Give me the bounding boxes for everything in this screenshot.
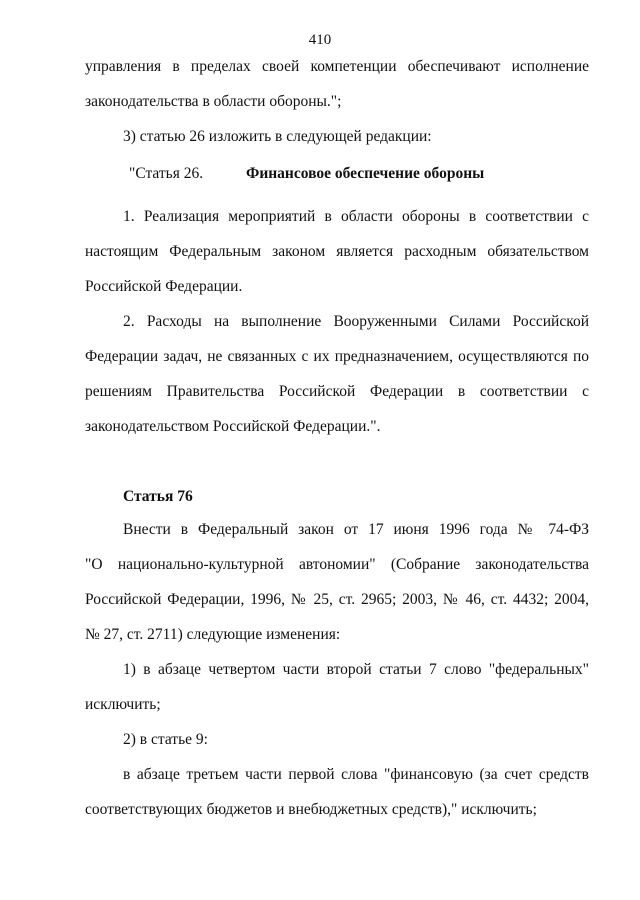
paragraph-2-line: решениям Правительства Российской Федерации в соответствии с [85,383,589,400]
article-26-label: "Статья 26. [129,165,204,182]
list-item-1-line: исключить; [85,696,161,713]
list-item-2: 2) в статье 9: [123,731,208,748]
sub-item-line: в абзаце третьем части первой слова "финансовую (за счет средств [123,766,589,783]
article-76-heading: Статья 76 [123,488,193,505]
paragraph-1-line: настоящим Федеральным законом является расходным обязательством [85,243,589,260]
paragraph-2-line: законодательством Российской Федерации.". [85,418,381,435]
list-item-1-line: 1) в абзаце четвертом части второй статьи 7 слово "федеральных" [123,661,589,678]
intro-line: "О национально-культурной автономии" (Собрание законодательства [85,556,589,573]
list-item-3: 3) статью 26 изложить в следующей редакции: [123,128,432,145]
page-number: 410 [308,32,332,48]
paragraph-1-line: 1. Реализация мероприятий в области обороны в соответствии с [123,208,589,225]
sub-item-line: соответствующих бюджетов и внебюджетных средств)," исключить; [85,801,537,818]
paragraph-2-line: 2. Расходы на выполнение Вооруженными Силами Российской [123,313,589,330]
intro-line: Российской Федерации, 1996, № 25, ст. 2965; 2003, № 46, ст. 4432; 2004, [85,591,589,608]
intro-line: № 27, ст. 2711) следующие изменения: [85,626,341,643]
article-26-heading [129,164,595,184]
paragraph-1-line: Российской Федерации. [85,278,243,295]
paragraph-2-line: Федерации задач, не связанных с их предназначением, осуществляются по [85,348,589,365]
text-line: законодательства в области обороны."; [85,93,342,110]
article-26-title: Финансовое обеспечение обороны [246,165,485,182]
text-line: управления в пределах своей компетенции обеспечивают исполнение [85,58,589,75]
intro-line: Внести в Федеральный закон от 17 июня 1996 года № 74-ФЗ [123,521,589,538]
